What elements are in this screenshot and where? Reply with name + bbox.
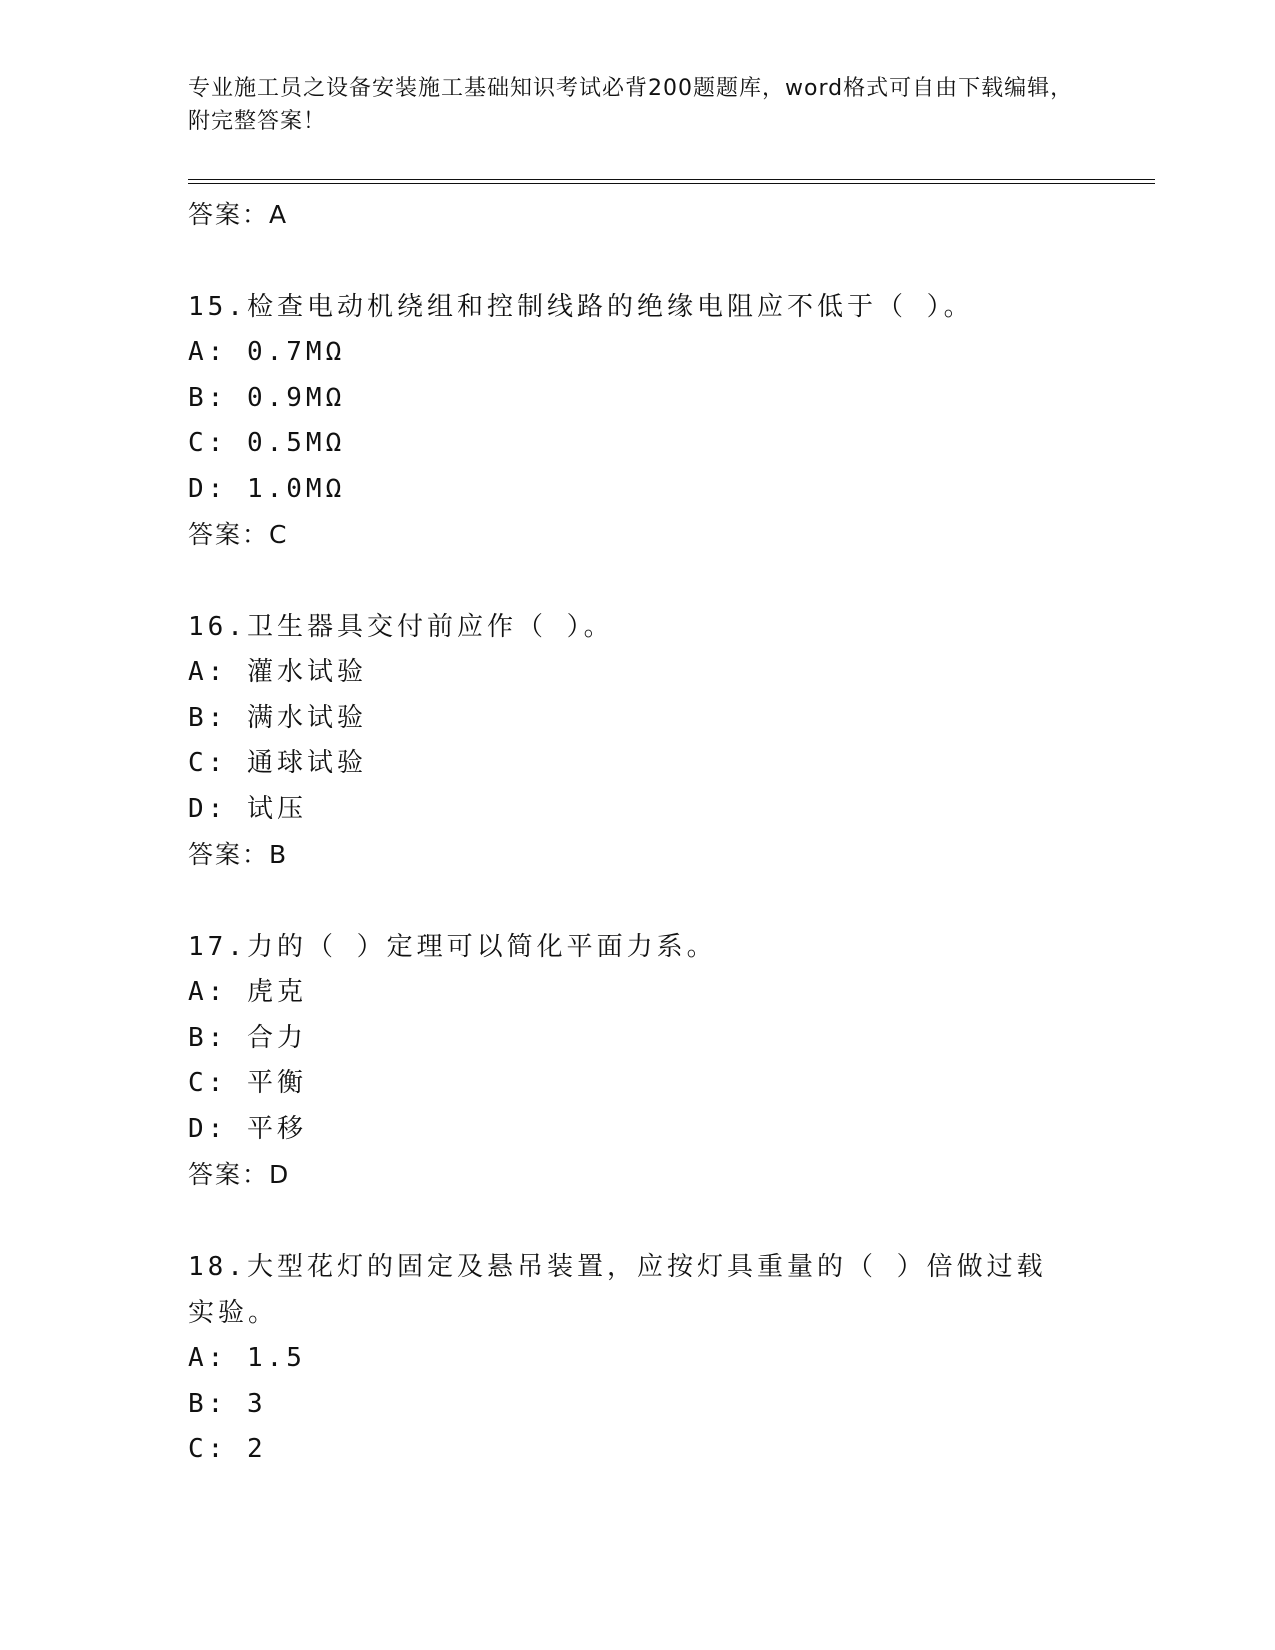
question-stem: 17.力的（ ）定理可以简化平面力系。: [188, 932, 717, 962]
answer-line: 答案：B: [188, 840, 289, 869]
header-divider-bottom: [188, 183, 1155, 184]
option-b: B: 合力: [188, 1022, 307, 1053]
header-divider-top: [188, 179, 1155, 180]
option-d: D: 平移: [188, 1113, 307, 1144]
question-stem: 18.大型花灯的固定及悬吊装置，应按灯具重量的（ ）倍做过载实验。: [188, 1252, 1047, 1328]
document-header: [188, 72, 1088, 138]
question-17: [188, 924, 1148, 1197]
option-a: A: 虎克: [188, 977, 307, 1007]
option-a: A: 灌水试验: [188, 657, 367, 687]
document-title: 专业施工员之设备安装施工基础知识考试必背200题题库，word格式可自由下载编辑，附完整答案！: [188, 76, 1074, 134]
question-18: [188, 1244, 1148, 1473]
option-b: B: 0.9MΩ: [188, 382, 346, 413]
answer-line: 答案：C: [188, 520, 289, 549]
option-d: D: 试压: [188, 793, 307, 824]
question-16: [188, 604, 1148, 877]
question-stem: 16.卫生器具交付前应作（ ）。: [188, 612, 614, 642]
question-15: [188, 284, 1148, 557]
option-b: B: 3: [188, 1388, 267, 1419]
answer-line: 答案：D: [188, 1160, 291, 1189]
option-c: C: 平衡: [188, 1068, 307, 1098]
question-list: [188, 192, 1148, 1473]
option-c: C: 0.5MΩ: [188, 428, 346, 458]
answer-line: 答案：A: [188, 200, 289, 229]
option-d: D: 1.0MΩ: [188, 473, 346, 504]
option-a: A: 1.5: [188, 1343, 306, 1373]
option-b: B: 满水试验: [188, 702, 367, 733]
option-a: A: 0.7MΩ: [188, 337, 346, 367]
question-stem: 15.检查电动机绕组和控制线路的绝缘电阻应不低于（ ）。: [188, 292, 974, 322]
option-c: C: 2: [188, 1434, 267, 1464]
option-c: C: 通球试验: [188, 748, 367, 778]
